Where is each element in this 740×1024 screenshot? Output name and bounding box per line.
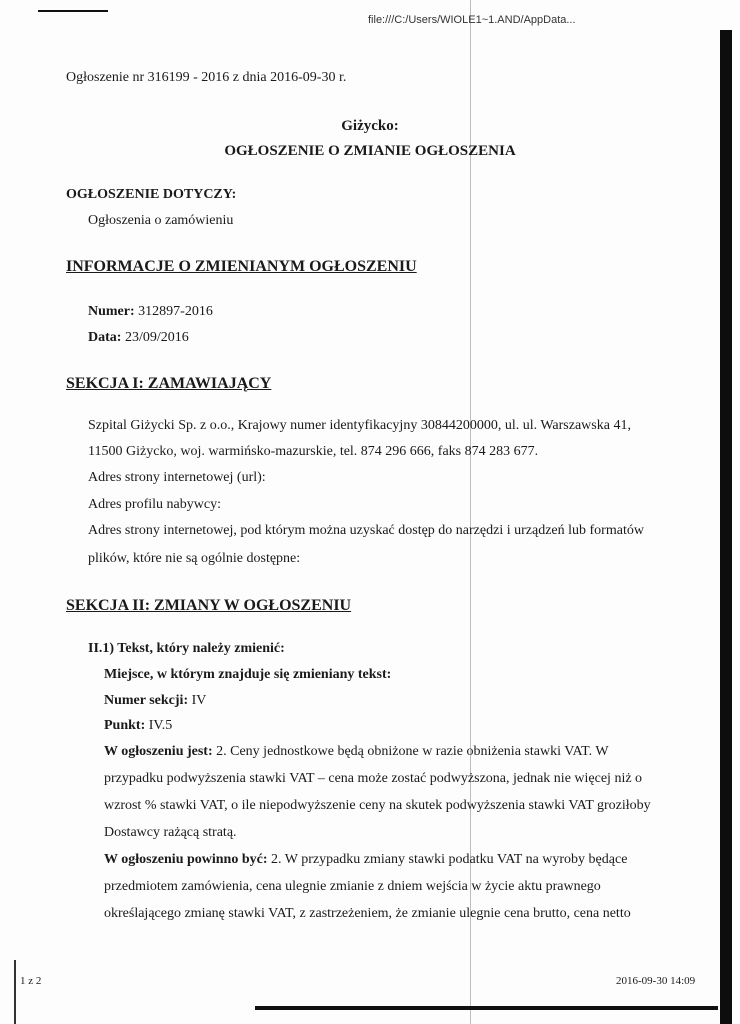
page-counter: 1 z 2	[20, 975, 42, 987]
data-field	[88, 330, 189, 346]
page-title: OGŁOSZENIE O ZMIANIE OGŁOSZENIA	[224, 143, 516, 159]
section-number-label: Numer sekcji:	[104, 693, 189, 708]
file-path: file:///C:/Users/WIOLE1~1.AND/AppData...	[368, 14, 576, 26]
section2-heading: SEKCJA II: ZMIANY W OGŁOSZENIU	[66, 597, 352, 614]
section1-line: Adres strony internetowej (url):	[88, 470, 266, 485]
concerns-value: Ogłoszenia o zamówieniu	[88, 213, 234, 228]
section1-line: Szpital Giżycki Sp. z o.o., Krajowy numer identyfikacyjny 30844200000, ul. ul. Warszawska 41,	[88, 418, 631, 433]
section1-line: Adres strony internetowej, pod którym można uzyskać dostęp do narzędzi i urządzeń lub formatów	[88, 523, 644, 538]
point-field	[104, 718, 172, 734]
data-label: Data:	[88, 330, 122, 345]
city-name: Giżycko:	[341, 118, 399, 134]
is-line: przypadku podwyższenia stawki VAT – cena może zostać podwyższona, jednak nie więcej niż o	[104, 771, 643, 786]
should-text: 2. W przypadku zmiany stawki podatku VAT na wyroby będące	[267, 852, 628, 867]
section1-heading: SEKCJA I: ZAMAWIAJĄCY	[66, 375, 272, 392]
scan-top-line	[38, 10, 108, 12]
should-line	[104, 852, 627, 868]
numer-field	[88, 304, 213, 320]
is-line: wzrost % stawki VAT, o ile niepodwyższenie ceny na skutek podwyższenia stawki VAT groziłoby	[104, 798, 651, 813]
section1-line: Adres profilu nabywcy:	[88, 497, 221, 512]
place-label: Miejsce, w którym znajduje się zmieniany tekst:	[104, 667, 392, 682]
section1-line: 11500 Giżycko, woj. warmińsko-mazurskie, tel. 874 296 666, faks 874 283 677.	[88, 444, 539, 459]
should-label: W ogłoszeniu powinno być:	[104, 852, 268, 867]
should-line: określającego zmianę stawki VAT, z zastrzeżeniem, że zmianie ulegnie cena brutto, cena netto	[104, 906, 631, 921]
scan-right-edge	[720, 30, 732, 1024]
scan-bottom-line	[255, 1006, 718, 1010]
ii1-label: II.1) Tekst, który należy zmienić:	[88, 641, 285, 656]
point-label: Punkt:	[104, 718, 146, 733]
should-line: przedmiotem zamówienia, cena ulegnie zmianie z dniem wejścia w życie aktu prawnego	[104, 879, 601, 894]
announcement-number: Ogłoszenie nr 316199 - 2016 z dnia 2016-09-30 r.	[66, 70, 347, 85]
numer-value: 312897-2016	[138, 304, 213, 319]
section-number-field	[104, 693, 206, 709]
print-datetime: 2016-09-30 14:09	[616, 975, 696, 987]
data-value: 23/09/2016	[124, 330, 189, 345]
section-number-value: IV	[191, 693, 207, 708]
numer-label: Numer:	[88, 304, 135, 319]
is-line: Dostawcy rażącą stratą.	[104, 825, 237, 840]
info-heading: INFORMACJE O ZMIENIANYM OGŁOSZENIU	[66, 258, 417, 275]
is-line	[104, 744, 609, 760]
concerns-heading: OGŁOSZENIE DOTYCZY:	[66, 187, 237, 202]
is-text: 2. Ceny jednostkowe będą obniżone w razie obniżenia stawki VAT. W	[212, 744, 609, 759]
scan-left-edge	[14, 960, 16, 1024]
point-value: IV.5	[148, 718, 173, 733]
section1-line: plików, które nie są ogólnie dostępne:	[88, 551, 301, 566]
is-label: W ogłoszeniu jest:	[104, 744, 213, 759]
